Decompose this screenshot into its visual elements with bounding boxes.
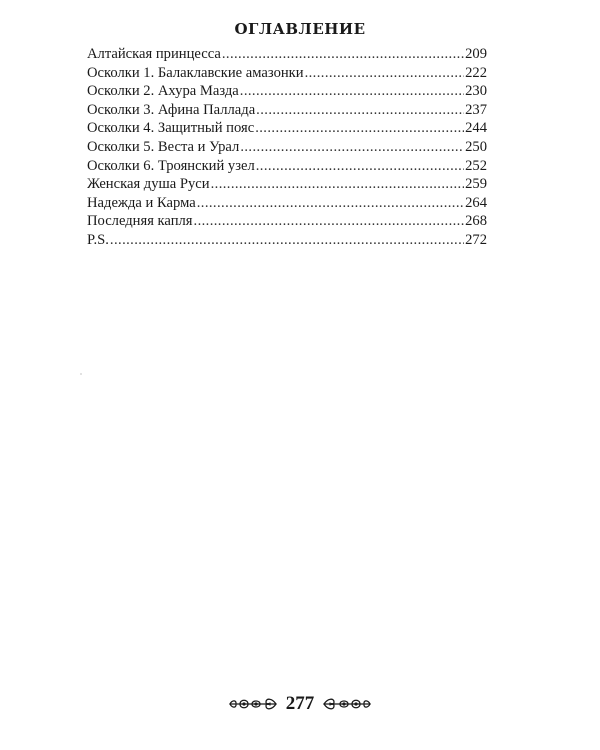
dot-leader (197, 194, 464, 213)
right-ornament-icon (320, 694, 372, 714)
toc-entry-page: 259 (465, 176, 487, 193)
toc-entry[interactable] (87, 82, 487, 101)
page-footer (0, 692, 600, 716)
toc-entry-title: Последняя капля (87, 213, 193, 230)
toc-entry[interactable] (87, 212, 487, 231)
toc-entry-page: 268 (465, 213, 487, 230)
toc-entry-page: 222 (465, 64, 487, 81)
toc-entry-page: 209 (465, 46, 487, 62)
toc-entry[interactable] (87, 101, 487, 120)
dot-leader (110, 231, 464, 250)
toc-entry-title: Надежда и Карма (87, 194, 196, 211)
toc-entry-page: 250 (465, 138, 487, 155)
paper-speck (80, 373, 82, 375)
dot-leader (222, 45, 464, 64)
toc-entry-page: 252 (465, 157, 487, 174)
dot-leader (305, 64, 465, 83)
toc-entry[interactable] (87, 138, 487, 157)
toc-entry-page: 272 (465, 231, 487, 248)
dot-leader (256, 101, 464, 120)
dot-leader (256, 157, 464, 176)
toc-entry-title: Алтайская принцесса (87, 46, 221, 62)
toc-entry[interactable] (87, 64, 487, 83)
toc-entry-page: 264 (465, 194, 487, 211)
toc-entry-title: Осколки 2. Ахура Мазда (87, 83, 239, 100)
dot-leader (194, 212, 465, 231)
toc-entry[interactable] (87, 194, 487, 213)
dot-leader (240, 82, 464, 101)
left-ornament-icon (228, 694, 280, 714)
toc-entry[interactable] (87, 45, 487, 64)
toc-entry-page: 230 (465, 83, 487, 100)
toc-entry-title: P.S. (87, 231, 109, 248)
toc-entry-title: Женская душа Руси (87, 176, 210, 193)
toc-entry-title: Осколки 4. Защитный пояс (87, 120, 255, 137)
dot-leader (255, 119, 464, 138)
toc-entry[interactable] (87, 157, 487, 176)
dot-leader (240, 138, 464, 157)
toc-entry-title: Осколки 1. Балаклавские амазонки (87, 64, 304, 81)
toc-entry-title: Осколки 3. Афина Паллада (87, 101, 256, 118)
page-title: ОГЛАВЛЕНИЕ (234, 20, 366, 38)
table-of-contents (87, 45, 487, 250)
dot-leader (211, 175, 465, 194)
toc-entry[interactable] (87, 119, 487, 138)
page-number: 277 (285, 693, 315, 714)
toc-entry[interactable] (87, 231, 487, 250)
toc-entry-page: 237 (465, 101, 487, 118)
toc-entry[interactable] (87, 175, 487, 194)
toc-entry-title: Осколки 5. Веста и Урал (87, 138, 240, 155)
toc-entry-title: Осколки 6. Троянский узел (87, 157, 255, 174)
toc-entry-page: 244 (465, 120, 487, 137)
